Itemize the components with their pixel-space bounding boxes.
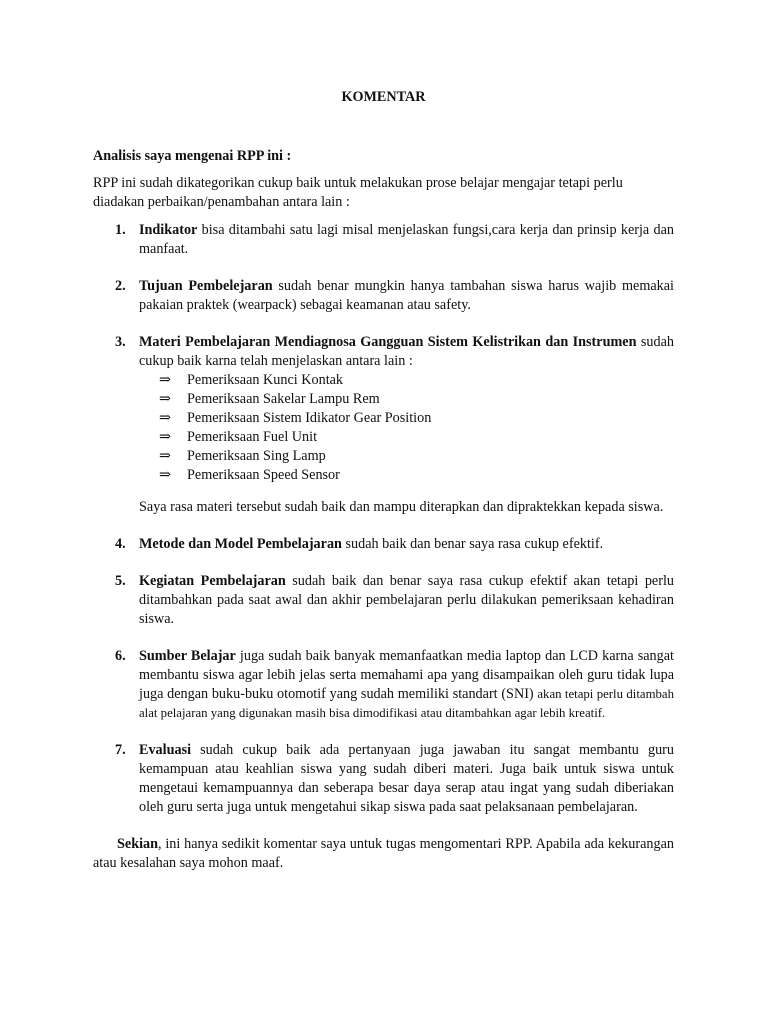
item-number: 3. [115,334,126,350]
item-text: sudah benar mungkin hanya tambahan siswa harus wajib memakai pakaian praktek (wearpack) sebagai keamanan atau safety. [139,278,674,313]
list-item-7 [93,741,674,817]
list-item-1 [93,221,674,259]
comment-list [93,221,674,817]
page-title: KOMENTAR [341,89,426,105]
arrow-icon: ⇒ [159,467,171,483]
item-text-small: akan tetapi perlu ditambah alat pelajaran yang digunakan masih bisa dimodifikasi atau ditambahkan agar lebih kreatif. [139,687,674,720]
sub-item: ⇒ Pemeriksaan Sistem Idikator Gear Position [159,410,432,426]
sub-item: ⇒ Pemeriksaan Fuel Unit [159,429,318,445]
analysis-heading: Analisis saya mengenai RPP ini : [93,148,292,164]
item-text: bisa ditambahi satu lagi misal menjelaskan fungsi,cara kerja dan prinsip kerja dan manfaat. [139,222,674,257]
sub-item: ⇒ Pemeriksaan Sing Lamp [159,448,326,464]
item-heading: Indikator [139,222,198,238]
item-number: 5. [115,573,126,589]
item-text: sudah baik dan benar saya rasa cukup efektif akan tetapi perlu ditambahkan pada saat awal dan akhir pembelajaran perlu dilakukan pemeriksaan kehadiran siswa. [139,573,674,627]
item-heading: Materi Pembelajaran Mendiagnosa Gangguan Sistem Kelistrikan dan Instrumen [139,334,637,350]
closing-bold: Sekian [117,836,159,852]
item-number: 2. [115,278,126,294]
item-text: sudah cukup baik ada pertanyaan juga jawaban itu sangat membantu guru kemampuan atau keahlian siswa yang sudah diberi materi. Juga baik untuk siswa untuk mengetaui kemampuannya dan seberapa besar daya serap atau ingat yang sudah diberiakan oleh guru serta juga untuk mengetahui sikap siswa pada saat pelaksanaan pembelajaran. [139,742,674,815]
list-item-4 [93,535,674,554]
intro-paragraph: RPP ini sudah dikategorikan cukup baik untuk melakukan prose belajar mengajar tetapi perlu diadakan perbaikan/penambahan antara lain : [93,175,623,210]
list-item-5 [93,572,674,629]
list-item-6 [93,647,674,723]
item-text: sudah cukup baik karna telah menjelaskan antara lain : [139,334,674,369]
arrow-icon: ⇒ [159,372,171,388]
item-text: juga sudah baik banyak memanfaatkan media laptop dan LCD karna sangat membantu siswa agar lebih jelas serta memahami apa yang disampaikan oleh guru tidak lupa juga dengan buku-buku otomotif yang sudah memiliki standart (SNI) [139,648,674,702]
item-text: sudah baik dan benar saya rasa cukup efektif. [341,536,604,552]
item-number: 1. [115,222,126,238]
item-heading: Sumber Belajar [139,648,236,664]
arrow-icon: ⇒ [159,429,171,445]
item-heading: Metode dan Model Pembelajaran [139,536,342,552]
sub-item: ⇒ Pemeriksaan Speed Sensor [159,467,340,483]
sub-item: ⇒ Pemeriksaan Sakelar Lampu Rem [159,391,380,407]
list-item-3 [93,333,674,517]
list-item-2 [93,277,674,315]
item-heading: Tujuan Pembelejaran [139,278,273,294]
item-heading: Evaluasi [139,742,192,758]
item-number: 4. [115,536,126,552]
sub-item: ⇒ Pemeriksaan Kunci Kontak [159,372,344,388]
arrow-icon: ⇒ [159,410,171,426]
arrow-icon: ⇒ [159,448,171,464]
item-heading: Kegiatan Pembelajaran [139,573,286,589]
closing-text: , ini hanya sedikit komentar saya untuk tugas mengomentari RPP. Apabila ada kekurangan atau kesalahan saya mohon maaf. [93,836,674,871]
arrow-icon: ⇒ [159,391,171,407]
item-number: 6. [115,648,126,664]
item-number: 7. [115,742,126,758]
sub-list [139,371,674,485]
item-followup: Saya rasa materi tersebut sudah baik dan mampu diterapkan dan dipraktekkan kepada siswa. [139,499,664,515]
closing-paragraph [93,835,674,873]
